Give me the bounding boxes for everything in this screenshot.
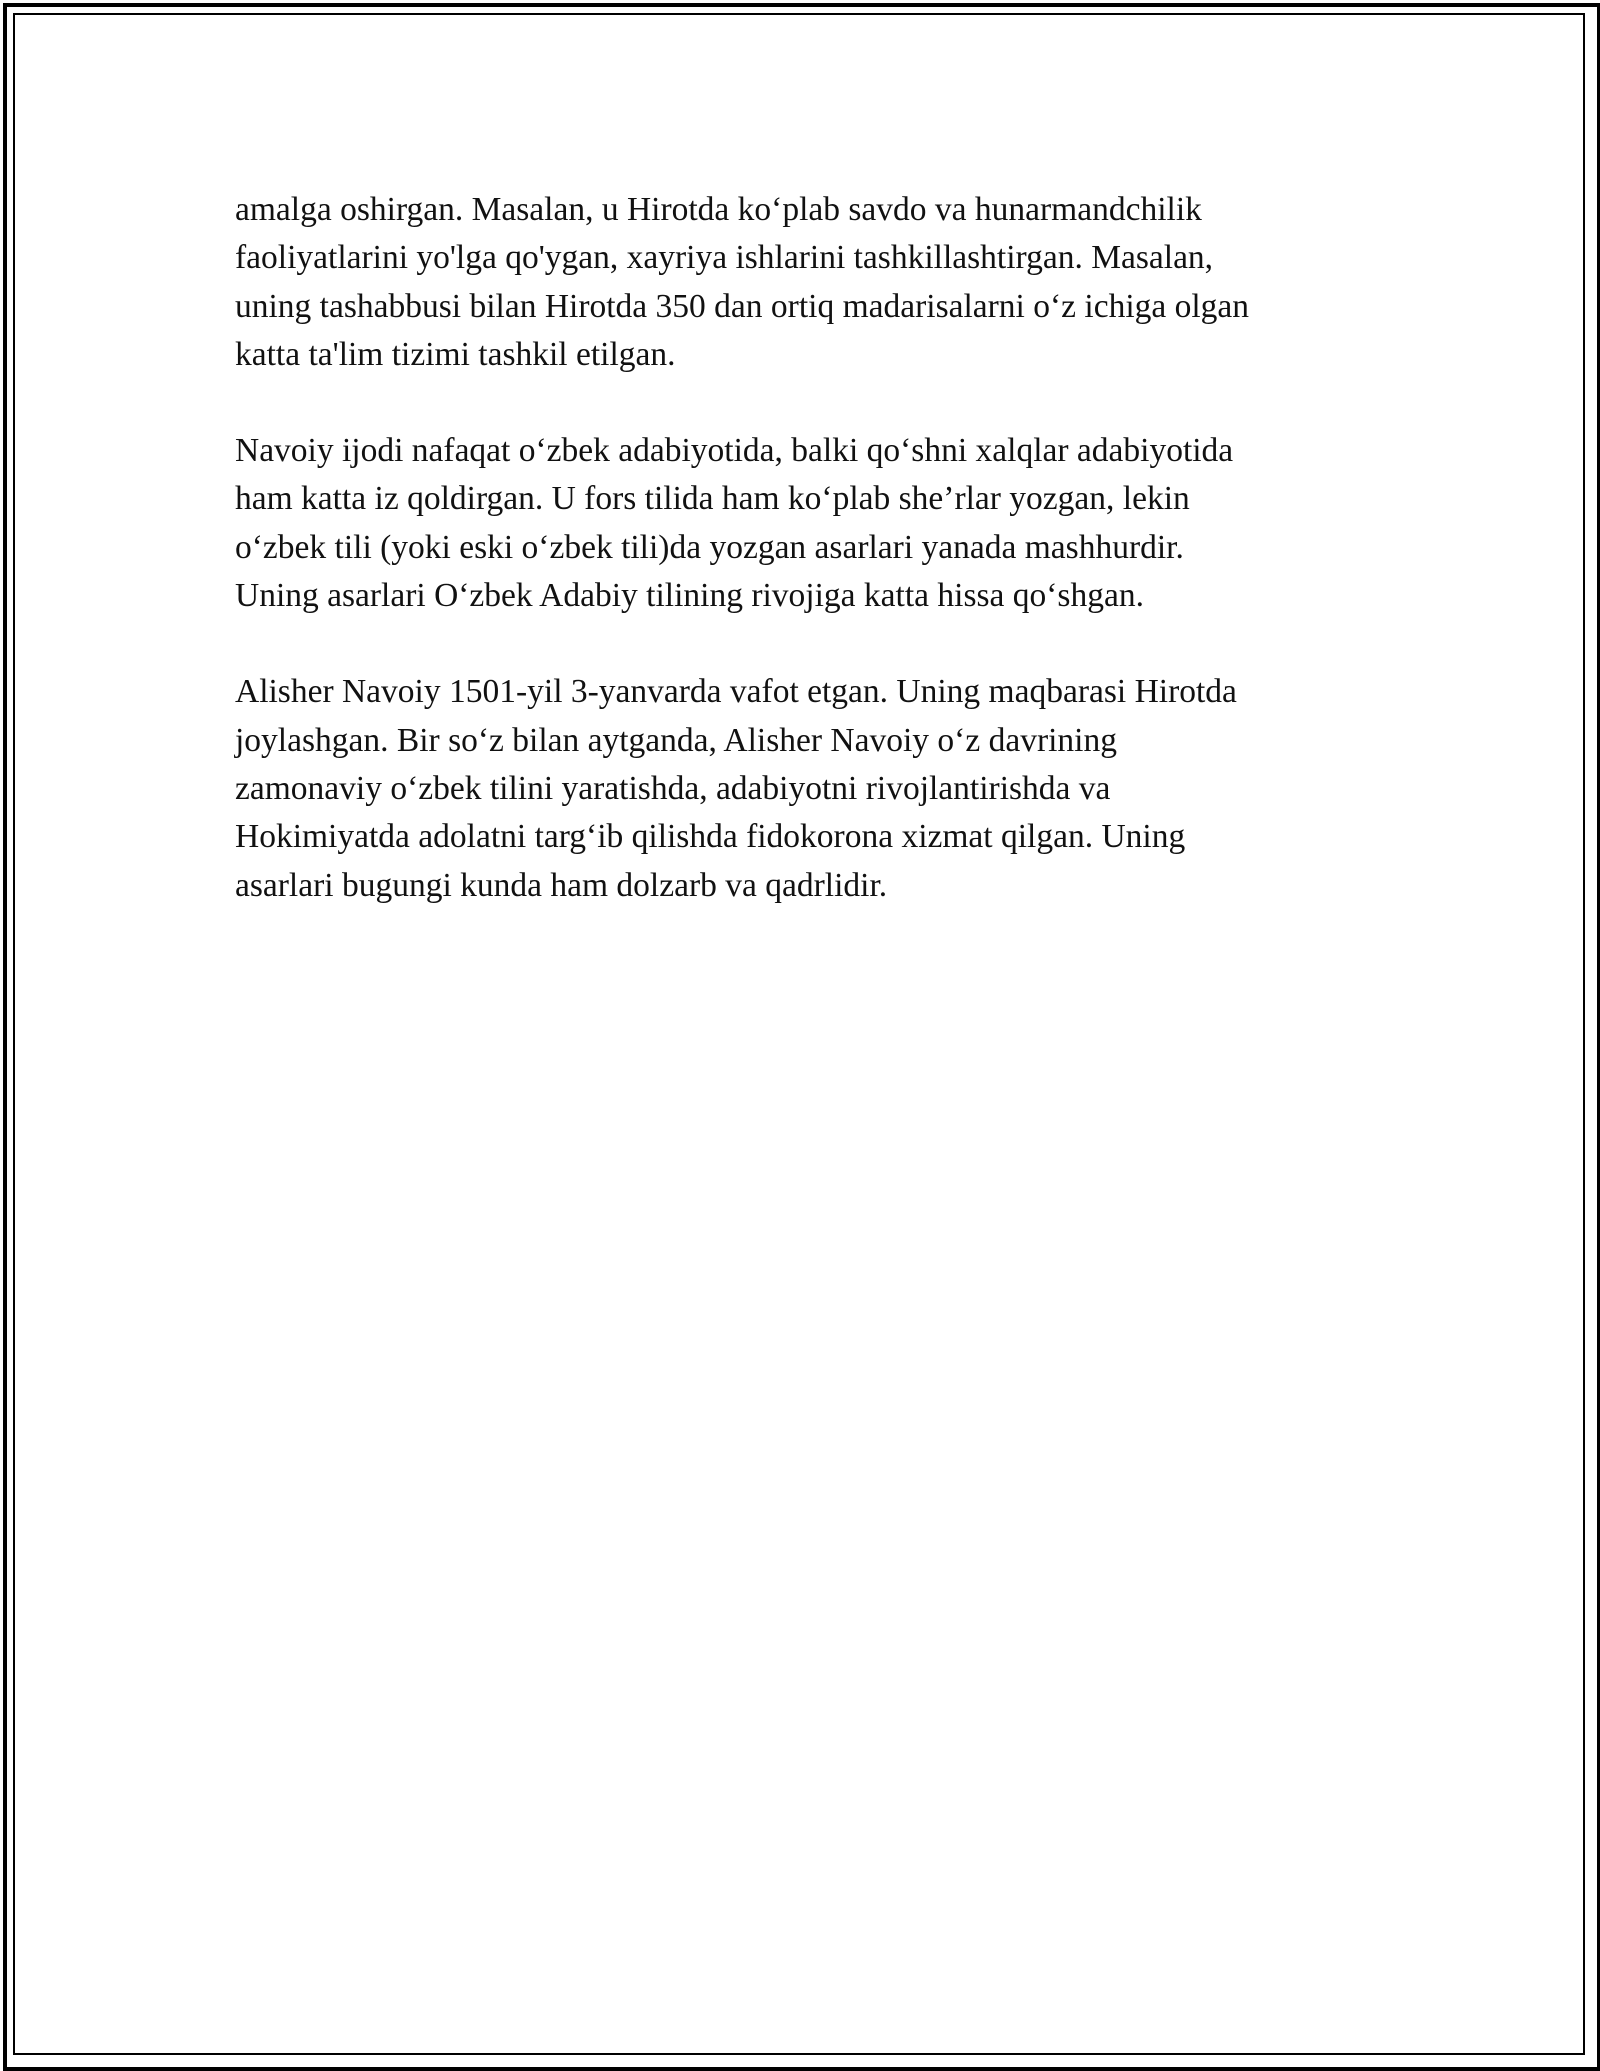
paragraph-3: Alisher Navoiy 1501-yil 3-yanvarda vafot etgan. Uning maqbarasi Hirotda joylashgan. Bir so‘z bilan aytganda, Alisher Navoiy o‘z davrining zamonaviy o‘zbek tilini yaratishda, adabiyotni rivojlantirishda va Hokimiyatda adolatni targ‘ib qilishda fidokorona xizmat qilgan. Uning asarlari bugungi kunda ham dolzarb va qadrlidir. — [235, 673, 1237, 904]
document-body — [235, 186, 1365, 958]
paragraph-2: Navoiy ijodi nafaqat o‘zbek adabiyotida, balki qo‘shni xalqlar adabiyotida ham katta iz qoldirgan. U fors tilida ham ko‘plab she’rlar yozgan, lekin o‘zbek tili (yoki eski o‘zbek tili)da yozgan asarlari yanada mashhurdir. Uning asarlari O‘zbek Adabiy tilining rivojiga katta hissa qo‘shgan. — [235, 432, 1234, 615]
paragraph-1: amalga oshirgan. Masalan, u Hirotda ko‘plab savdo va hunarmandchilik faoliyatlarini yo'lga qo'ygan, xayriya ishlarini tashkillashtirgan. Masalan, uning tashabbusi bilan Hirotda 350 dan ortiq madarisalarni o‘z ichiga olgan katta ta'lim tizimi tashkil etilgan. — [235, 191, 1250, 373]
